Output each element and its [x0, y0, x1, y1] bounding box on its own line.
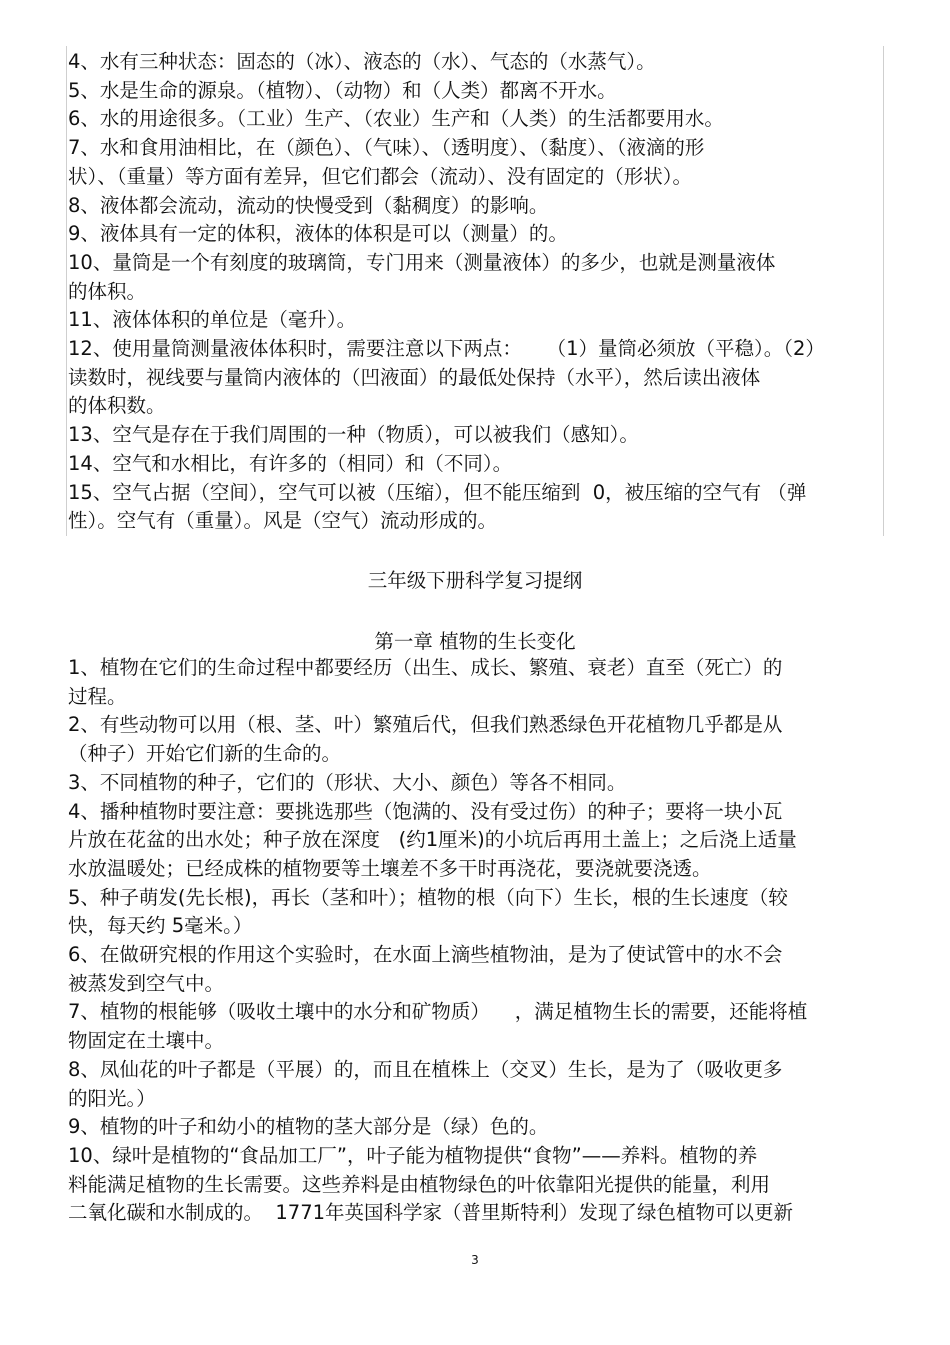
document-title: 三年级下册科学复习提纲: [367, 569, 583, 592]
note-10: 10、量筒是一个有刻度的玻璃筒，专门用来（测量液体）的多少，也就是测量液体 的体积。: [68, 250, 776, 303]
chapter-title: 第一章 植物的生长变化: [374, 630, 576, 653]
chapter-notes: [68, 654, 888, 1228]
note-9: 9、液体具有一定的体积，液体的体积是可以（测量）的。: [68, 222, 568, 246]
page-number: 3: [471, 1253, 479, 1267]
note-4: 4、水有三种状态：固态的（冰）、液态的（水）、气态的（水蒸气）。: [68, 50, 656, 73]
note-13: 13、空气是存在于我们周围的一种（物质），可以被我们（感知）。: [68, 423, 639, 447]
chapter-note-3: 3、不同植物的种子，它们的（形状、大小、颜色）等各不相同。: [68, 770, 627, 794]
top-notes: [68, 48, 888, 536]
note-12: 12、使用量筒测量液体体积时，需要注意以下两点： （1）量筒必须放（平稳）。（2） 读数时，视线要与量筒内液体的（凹液面）的最低处保持（水平），然后读出液体 的体积数。: [68, 337, 825, 418]
note-14: 14、空气和水相比，有许多的（相同）和（不同）。: [68, 451, 513, 475]
chapter-note-4: 4、播种植物时要注意：要挑选那些（饱满的、没有受过伤）的种子；要将一块小瓦 片放在花盆的出水处；种子放在深度 (约1厘米)的小坑后再用土盖上；之后浇上适量 水放温暖处；已经成株的植物要等土壤差不多干时再浇花，要浇就要浇透。: [68, 799, 797, 880]
chapter-note-5: 5、种子萌发(先长根)，再长（茎和叶）；植物的根（向下）生长，根的生长速度（较 快，每天约 5毫米。）: [68, 885, 788, 938]
note-15: 15、空气占据（空间），空气可以被（压缩），但不能压缩到 0，被压缩的空气有 （弹 性）。空气有（重量）。风是（空气）流动形成的。: [68, 480, 807, 533]
chapter-note-6: 6、在做研究根的作用这个实验时，在水面上滴些植物油，是为了使试管中的水不会 被蒸发到空气中。: [68, 943, 783, 995]
chapter-note-9: 9、植物的叶子和幼小的植物的茎大部分是（绿）色的。: [68, 1115, 549, 1139]
note-6: 6、水的用途很多。（工业）生产、（农业）生产和（人类）的生活都要用水。: [68, 107, 724, 131]
chapter-note-1: 1、植物在它们的生命过程中都要经历（出生、成长、繁殖、衰老）直至（死亡）的 过程。: [68, 656, 783, 708]
chapter-note-2: 2、有些动物可以用（根、茎、叶）繁殖后代，但我们熟悉绿色开花植物几乎都是从 （种子）开始它们新的生命的。: [68, 713, 783, 766]
chapter-note-7: 7、植物的根能够（吸收土壤中的水分和矿物质） ，满足植物生长的需要，还能将植 物固定在土壤中。: [68, 1000, 808, 1053]
note-11: 11、液体体积的单位是（毫升）。: [68, 308, 357, 332]
note-7: 7、水和食用油相比，在（颜色）、（气味）、（透明度）、（黏度）、（液滴的形 状）、（重量）等方面有差异，但它们都会（流动）、没有固定的（形状）。: [68, 136, 705, 188]
chapter-note-8: 8、凤仙花的叶子都是（平展）的，而且在植株上（交叉）生长，是为了（吸收更多 的阳光。）: [68, 1057, 783, 1110]
note-8: 8、液体都会流动，流动的快慢受到（黏稠度）的影响。: [68, 193, 549, 217]
note-5: 5、水是生命的源泉。（植物）、（动物）和（人类）都离不开水。: [68, 78, 617, 102]
chapter-note-10: 10、绿叶是植物的“食品加工厂”，叶子能为植物提供“食物”——养料。植物的养 料能满足植物的生长需要。这些养料是由植物绿色的叶依靠阳光提供的能量，利用 二氧化碳和水制成的。 1771年英国科学家（普里斯特利）发现了绿色植物可以更新: [68, 1143, 794, 1225]
